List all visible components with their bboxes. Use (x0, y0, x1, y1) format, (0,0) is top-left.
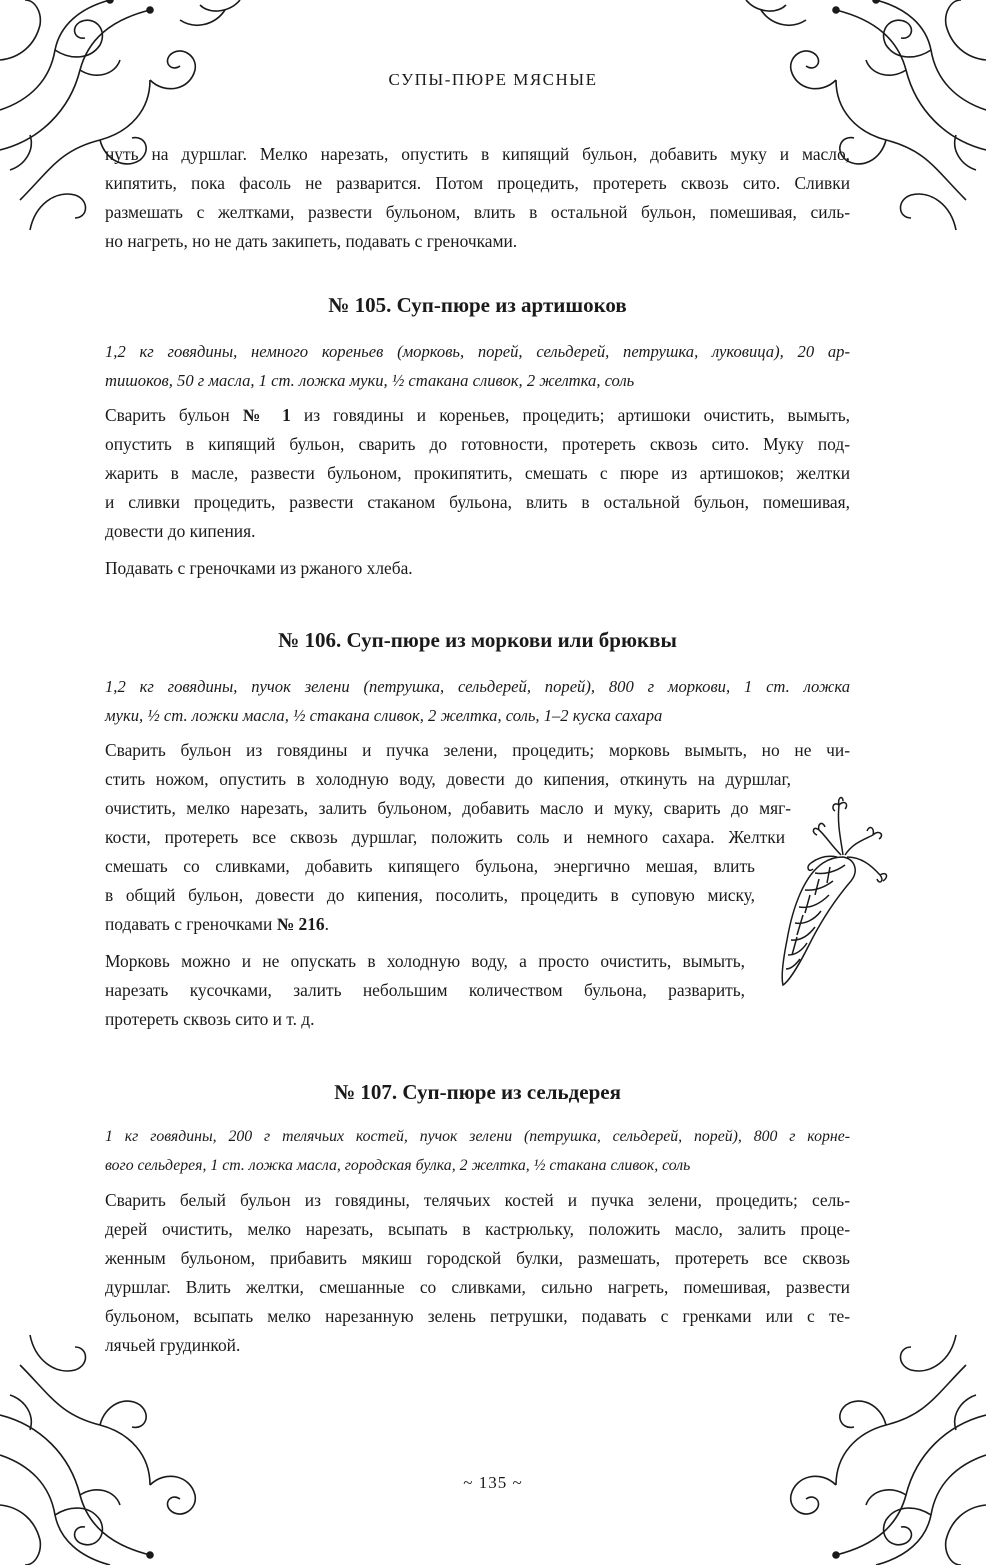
running-head: СУПЫ-ПЮРЕ МЯСНЫЕ (388, 70, 598, 89)
text-line: смешать со сливками, добавить кипящего бульона, энергично мешая, влить (105, 856, 755, 876)
recipe-title-106: № 106. Суп-пюре из моркови или брюквы (278, 628, 677, 652)
text-line: жарить в масле, развести бульоном, прокипятить, смешать с пюре из артишоков; желтки (105, 463, 850, 483)
text-line: протереть сквозь сито и т. д. (105, 1009, 315, 1029)
text-line: женным бульоном, прибавить мякиш городской булки, размешать, протереть все сквозь (105, 1248, 850, 1268)
method-text: Сварить бульон (105, 405, 243, 425)
text-line: дуршлаг. Влить желтки, смешанные со сливками, сильно нагреть, помешивая, развести (105, 1277, 850, 1297)
serving-note-106 (105, 947, 850, 1034)
carrot-illustration (775, 795, 890, 990)
ingredients-105 (105, 337, 850, 395)
ingredients-line: 1,2 кг говядины, пучок зелени (петрушка, сельдерей, порей), 800 г моркови, 1 ст. ложка (105, 677, 850, 696)
text-line: размешать с желтками, развести бульоном, влить в остальной бульон, помешивая, силь- (105, 202, 850, 222)
text-line (105, 910, 850, 939)
ingredients-107 (105, 1122, 850, 1180)
text-line: нарезать кусочками, залить небольшим количеством бульона, разварить, (105, 980, 745, 1000)
text-line: но нагреть, но не дать закипеть, подавать с греночками. (105, 231, 518, 251)
text-line: Морковь можно и не опускать в холодную воду, а просто очистить, вымыть, (105, 951, 745, 971)
text-line: кипятить, пока фасоль не разварится. Потом процедить, протереть сквозь сито. Сливки (105, 173, 850, 193)
ingredients-line: тишоков, 50 г масла, 1 ст. ложка муки, ½ стакана сливок, 2 желтка, соль (105, 371, 635, 390)
text-line: лячьей грудинкой. (105, 1335, 241, 1355)
recipe-title-105: № 105. Суп-пюре из артишоков (328, 293, 627, 317)
text-line: и сливки процедить, развести стаканом бульона, влить в остальной бульон, помешивая, (105, 492, 850, 512)
method-text: из говядины и кореньев, процедить; артишоки очистить, вымыть, (290, 405, 850, 425)
text-line: стить ножом, опустить в холодную воду, довести до кипения, откинуть на дуршлаг, (105, 769, 791, 789)
recipe-title-107: № 107. Суп-пюре из сельдерея (334, 1080, 621, 1104)
method-105 (105, 401, 850, 546)
page-number: ~ 135 ~ (463, 1473, 523, 1492)
method-106 (105, 736, 850, 939)
text-line: в общий бульон, довести до кипения, посолить, процедить в суповую миску, (105, 885, 755, 905)
method-text: подавать с греночками (105, 914, 277, 934)
page-body (105, 140, 850, 1360)
method-107 (105, 1186, 850, 1360)
text-line: дерей очистить, мелко нарезать, всыпать в кастрюльку, положить масло, залить проце- (105, 1219, 850, 1239)
method-text: . (324, 914, 329, 934)
text-line: очистить, мелко нарезать, залить бульоном, добавить масло и муку, сварить до мяг- (105, 798, 791, 818)
ingredients-line: вого сельдерея, 1 ст. ложка масла, городская булка, 2 желтка, ½ стакана сливок, соль (105, 1157, 691, 1174)
text-line: нуть на дуршлаг. Мелко нарезать, опустить в кипящий бульон, добавить муку и масло, (105, 144, 850, 164)
text-line (105, 401, 850, 430)
text-line: довести до кипения. (105, 521, 256, 541)
recipe-reference: № 1 (242, 405, 291, 425)
ingredients-line: муки, ½ ст. ложки масла, ½ стакана сливок, 2 желтка, соль, 1–2 куска сахара (105, 706, 663, 725)
ingredients-line: 1,2 кг говядины, немного кореньев (морковь, порей, сельдерей, петрушка, луковица), 20 ар- (105, 342, 850, 361)
text-line: бульоном, всыпать мелко нарезанную зелень петрушки, подавать с гренками или с те- (105, 1306, 850, 1326)
text-line: опустить в кипящий бульон, сварить до готовности, протереть сквозь сито. Муку под- (105, 434, 850, 454)
serving-note-105: Подавать с греночками из ржаного хлеба. (105, 558, 413, 578)
text-line: Сварить бульон из говядины и пучка зелени, процедить; морковь вымыть, но не чи- (105, 740, 850, 760)
intro-paragraph (105, 140, 850, 256)
text-line: кости, протереть все сквозь дуршлаг, положить соль и немного сахара. Желтки (105, 827, 785, 847)
recipe-reference: № 216 (276, 914, 325, 934)
ingredients-106 (105, 672, 850, 730)
ingredients-line: 1 кг говядины, 200 г телячьих костей, пучок зелени (петрушка, сельдерей, порей), 800 г корне- (105, 1128, 850, 1145)
text-line: Сварить белый бульон из говядины, телячьих костей и пучка зелени, процедить; сель- (105, 1190, 850, 1210)
